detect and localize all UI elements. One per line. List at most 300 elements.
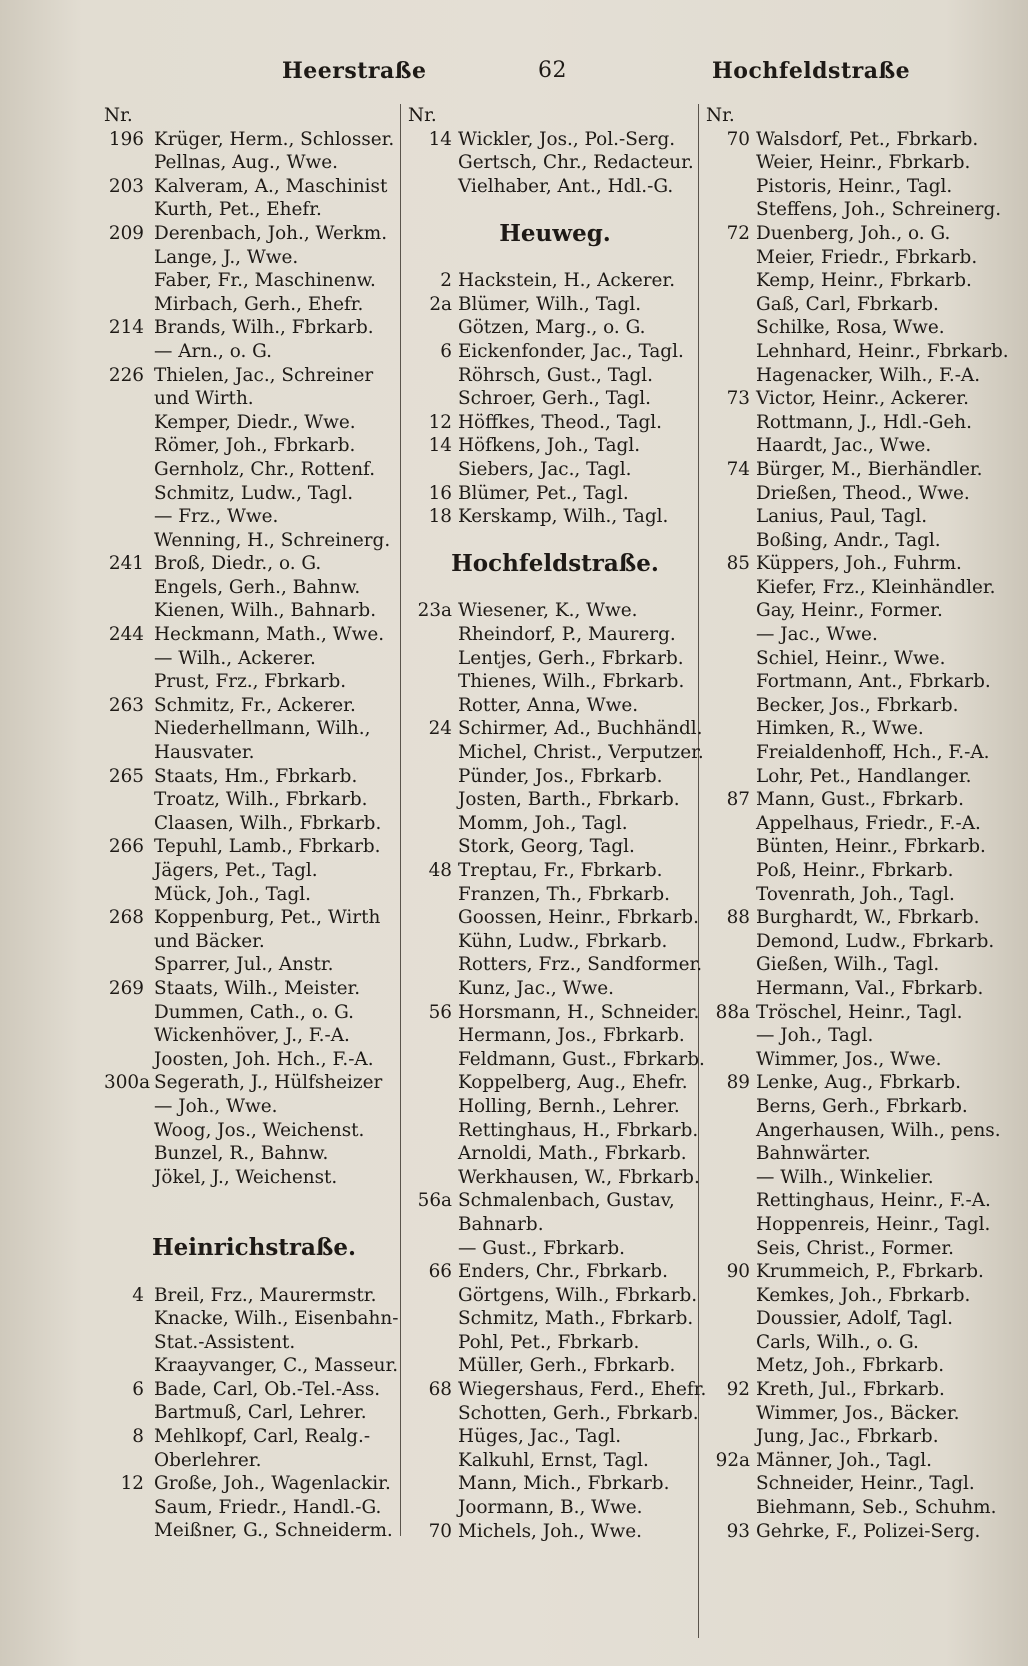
resident-entry bbox=[408, 906, 702, 930]
resident-entry bbox=[706, 246, 1024, 270]
resident-entry bbox=[104, 529, 404, 553]
resident-name: Saum, Friedr., Handl.-G. bbox=[154, 1496, 382, 1518]
resident-name: Schirmer, Ad., Buchhändl. bbox=[458, 718, 703, 740]
resident-entry bbox=[706, 1425, 1024, 1449]
resident-name: Meier, Friedr., Fbrkarb. bbox=[756, 246, 978, 268]
resident-name: Hoppenreis, Heinr., Tagl. bbox=[756, 1213, 991, 1235]
resident-name: Schmitz, Ludw., Tagl. bbox=[154, 482, 354, 504]
resident-entry bbox=[408, 128, 702, 152]
resident-name: und Wirth. bbox=[154, 388, 254, 410]
resident-entry bbox=[408, 1237, 702, 1261]
resident-entry bbox=[706, 647, 1024, 671]
resident-entry bbox=[706, 717, 1024, 741]
spacer bbox=[104, 1260, 404, 1284]
resident-name: Holling, Bernh., Lehrer. bbox=[458, 1095, 680, 1117]
resident-name: Heckmann, Math., Wwe. bbox=[154, 624, 385, 646]
resident-entry bbox=[104, 977, 404, 1001]
resident-name: Eickenfonder, Jac., Tagl. bbox=[458, 340, 684, 362]
resident-name: Weier, Heinr., Fbrkarb. bbox=[756, 152, 971, 174]
resident-entry bbox=[706, 765, 1024, 789]
resident-entry bbox=[408, 623, 702, 647]
resident-name: Oberlehrer. bbox=[154, 1449, 262, 1471]
resident-entry bbox=[706, 1237, 1024, 1261]
resident-name: Staats, Hm., Fbrkarb. bbox=[154, 765, 358, 787]
resident-name: Sparrer, Jul., Anstr. bbox=[154, 954, 334, 976]
resident-entry bbox=[104, 788, 404, 812]
house-number: 203 bbox=[108, 175, 144, 197]
resident-entry bbox=[408, 482, 702, 506]
house-number: 214 bbox=[108, 317, 144, 339]
resident-entry bbox=[706, 458, 1024, 482]
resident-entry bbox=[706, 364, 1024, 388]
resident-name: Jökel, J., Weichenst. bbox=[154, 1166, 338, 1188]
resident-entry bbox=[408, 293, 702, 317]
resident-name: Gehrke, F., Polizei-Serg. bbox=[756, 1520, 981, 1542]
resident-name: Wimmer, Jos., Wwe. bbox=[756, 1048, 942, 1070]
resident-name: Schotten, Gerh., Fbrkarb. bbox=[458, 1402, 699, 1424]
resident-name: Siebers, Jac., Tagl. bbox=[458, 458, 632, 480]
resident-name: Josten, Barth., Fbrkarb. bbox=[458, 789, 680, 811]
house-number: 263 bbox=[108, 694, 144, 716]
resident-name: Breil, Frz., Maurermstr. bbox=[154, 1284, 377, 1306]
resident-entry bbox=[706, 623, 1024, 647]
resident-entry bbox=[706, 576, 1024, 600]
street-heading: Heinrichstraße. bbox=[151, 1234, 357, 1262]
resident-name: Becker, Jos., Fbrkarb. bbox=[756, 694, 959, 716]
resident-name: Römer, Joh., Fbrkarb. bbox=[154, 435, 356, 457]
house-number: 92 bbox=[726, 1379, 750, 1401]
resident-name: Rottmann, J., Hdl.-Geh. bbox=[756, 411, 972, 433]
resident-entry bbox=[706, 175, 1024, 199]
resident-name: Troatz, Wilh., Fbrkarb. bbox=[154, 789, 368, 811]
resident-entry bbox=[104, 1496, 404, 1520]
resident-entry bbox=[706, 1119, 1024, 1143]
resident-name: Gertsch, Chr., Redacteur. bbox=[458, 152, 694, 174]
resident-entry bbox=[408, 1307, 702, 1331]
resident-name: Joosten, Joh. Hch., F.-A. bbox=[154, 1048, 374, 1070]
resident-name: Schneider, Heinr., Tagl. bbox=[756, 1473, 975, 1495]
house-number: 73 bbox=[726, 388, 750, 410]
house-number: 12 bbox=[120, 1473, 144, 1495]
resident-entry bbox=[706, 599, 1024, 623]
resident-name: Boßing, Andr., Tagl. bbox=[756, 529, 941, 551]
resident-name: Steffens, Joh., Schreinerg. bbox=[756, 199, 1002, 221]
resident-name: Horsmann, H., Schneider. bbox=[458, 1001, 700, 1023]
resident-entry bbox=[706, 953, 1024, 977]
house-number: 300a bbox=[104, 1072, 151, 1094]
resident-entry bbox=[706, 1260, 1024, 1284]
resident-entry bbox=[408, 599, 702, 623]
resident-entry bbox=[408, 1119, 702, 1143]
resident-entry bbox=[706, 1142, 1024, 1166]
resident-name: Burghardt, W., Fbrkarb. bbox=[756, 907, 980, 929]
resident-name: Bade, Carl, Ob.-Tel.-Ass. bbox=[154, 1378, 381, 1400]
resident-name: Mirbach, Gerh., Ehefr. bbox=[154, 293, 364, 315]
resident-entry bbox=[104, 670, 404, 694]
resident-entry bbox=[104, 316, 404, 340]
resident-name: Kunz, Jac., Wwe. bbox=[458, 977, 614, 999]
resident-name: Hermann, Val., Fbrkarb. bbox=[756, 977, 984, 999]
resident-entry bbox=[104, 293, 404, 317]
house-number: 72 bbox=[726, 222, 750, 244]
resident-entry bbox=[104, 458, 404, 482]
resident-entry bbox=[104, 599, 404, 623]
resident-name: Bartmuß, Carl, Lehrer. bbox=[154, 1402, 367, 1424]
resident-name: Mann, Mich., Fbrkarb. bbox=[458, 1473, 670, 1495]
house-number: 93 bbox=[726, 1520, 750, 1542]
resident-entry bbox=[408, 387, 702, 411]
resident-entry bbox=[706, 1449, 1024, 1473]
resident-entry bbox=[706, 552, 1024, 576]
resident-entry bbox=[706, 434, 1024, 458]
resident-entry bbox=[706, 1189, 1024, 1213]
resident-name: Gernholz, Chr., Rottenf. bbox=[154, 458, 376, 480]
resident-entry bbox=[408, 1260, 702, 1284]
resident-name: Mehlkopf, Carl, Realg.- bbox=[154, 1426, 371, 1448]
resident-entry bbox=[104, 269, 404, 293]
resident-name: Joormann, B., Wwe. bbox=[458, 1497, 643, 1519]
resident-entry bbox=[706, 670, 1024, 694]
resident-name: Thienes, Wilh., Fbrkarb. bbox=[458, 671, 685, 693]
resident-entry bbox=[408, 694, 702, 718]
resident-entry bbox=[408, 953, 702, 977]
resident-entry bbox=[706, 694, 1024, 718]
resident-name: Blümer, Pet., Tagl. bbox=[458, 482, 629, 504]
resident-name: Fortmann, Ant., Fbrkarb. bbox=[756, 671, 991, 693]
resident-entry bbox=[706, 1307, 1024, 1331]
resident-name: Pellnas, Aug., Wwe. bbox=[154, 152, 338, 174]
resident-entry bbox=[706, 1496, 1024, 1520]
resident-entry bbox=[706, 1402, 1024, 1426]
resident-entry bbox=[706, 1378, 1024, 1402]
resident-entry bbox=[408, 340, 702, 364]
resident-entry bbox=[408, 1166, 702, 1190]
resident-entry bbox=[706, 1048, 1024, 1072]
resident-name: und Bäcker. bbox=[154, 930, 265, 952]
resident-name: Hackstein, H., Ackerer. bbox=[458, 270, 676, 292]
house-number: 56 bbox=[428, 1001, 452, 1023]
resident-entry bbox=[706, 198, 1024, 222]
resident-name: Berns, Gerh., Fbrkarb. bbox=[756, 1095, 968, 1117]
resident-entry bbox=[706, 482, 1024, 506]
house-number: 4 bbox=[132, 1284, 144, 1306]
resident-entry bbox=[408, 434, 702, 458]
resident-name: Jägers, Pet., Tagl. bbox=[154, 860, 318, 881]
spacer bbox=[408, 576, 702, 600]
resident-entry bbox=[104, 1378, 404, 1402]
resident-entry bbox=[706, 151, 1024, 175]
resident-name: Poß, Heinr., Fbrkarb. bbox=[756, 860, 954, 881]
resident-entry bbox=[706, 1071, 1024, 1095]
house-number: 6 bbox=[440, 340, 452, 362]
house-number: 56a bbox=[417, 1190, 452, 1212]
house-number: 8 bbox=[132, 1426, 144, 1448]
resident-name: Dummen, Cath., o. G. bbox=[154, 1001, 355, 1023]
resident-entry bbox=[104, 387, 404, 411]
house-number: 24 bbox=[428, 718, 452, 740]
house-number: 6 bbox=[132, 1378, 144, 1400]
resident-name: Hausvater. bbox=[154, 742, 255, 764]
resident-name: Bahnarb. bbox=[458, 1213, 544, 1235]
resident-name: Tovenrath, Joh., Tagl. bbox=[756, 883, 955, 905]
resident-name: Brands, Wilh., Fbrkarb. bbox=[154, 317, 374, 339]
resident-entry bbox=[104, 1472, 404, 1496]
resident-entry bbox=[408, 316, 702, 340]
resident-name: Metz, Joh., Fbrkarb. bbox=[756, 1355, 945, 1377]
resident-name: Hüges, Jac., Tagl. bbox=[458, 1426, 622, 1448]
house-number: 66 bbox=[428, 1261, 452, 1283]
resident-name: Mann, Gust., Fbrkarb. bbox=[756, 789, 964, 811]
resident-entry bbox=[408, 1189, 702, 1213]
resident-name: Victor, Heinr., Ackerer. bbox=[756, 388, 969, 410]
resident-entry bbox=[408, 458, 702, 482]
resident-entry bbox=[408, 411, 702, 435]
resident-entry bbox=[706, 883, 1024, 907]
resident-entry bbox=[104, 1425, 404, 1449]
house-number: 89 bbox=[726, 1072, 750, 1094]
resident-name: Kühn, Ludw., Fbrkarb. bbox=[458, 930, 668, 952]
resident-entry bbox=[706, 222, 1024, 246]
header-right-street: Hochfeldstraße bbox=[712, 58, 911, 84]
resident-name: Kraayvanger, C., Masseur. bbox=[154, 1355, 399, 1377]
resident-entry bbox=[706, 835, 1024, 859]
resident-name: Staats, Wilh., Meister. bbox=[154, 977, 361, 999]
resident-entry bbox=[706, 1213, 1024, 1237]
resident-name: Wenning, H., Schreinerg. bbox=[154, 529, 391, 551]
house-number: 16 bbox=[428, 482, 452, 504]
resident-entry bbox=[104, 1166, 404, 1190]
resident-entry bbox=[408, 1001, 702, 1025]
resident-name: Wimmer, Jos., Bäcker. bbox=[756, 1402, 960, 1424]
resident-entry bbox=[408, 859, 702, 883]
house-number: 196 bbox=[108, 128, 144, 150]
resident-name: Rotters, Frz., Sandformer. bbox=[458, 954, 703, 976]
resident-entry bbox=[104, 717, 404, 741]
resident-name: Walsdorf, Pet., Fbrkarb. bbox=[756, 128, 979, 150]
resident-entry bbox=[104, 175, 404, 199]
resident-name: Carls, Wilh., o. G. bbox=[756, 1331, 919, 1353]
resident-entry bbox=[706, 859, 1024, 883]
resident-entry bbox=[408, 1071, 702, 1095]
resident-entry bbox=[104, 552, 404, 576]
spacer bbox=[104, 1189, 404, 1236]
resident-entry bbox=[408, 1449, 702, 1473]
resident-entry bbox=[104, 765, 404, 789]
resident-name: Kemper, Diedr., Wwe. bbox=[154, 411, 356, 433]
spacer bbox=[408, 198, 702, 222]
resident-name: Claasen, Wilh., Fbrkarb. bbox=[154, 812, 382, 834]
resident-entry bbox=[408, 717, 702, 741]
resident-entry bbox=[408, 788, 702, 812]
house-number: 85 bbox=[726, 553, 750, 575]
house-number-label: Nr. bbox=[408, 105, 437, 126]
resident-entry bbox=[104, 694, 404, 718]
resident-entry bbox=[408, 1048, 705, 1072]
resident-name: Rheindorf, P., Maurerg. bbox=[458, 624, 676, 646]
resident-entry bbox=[104, 1401, 404, 1425]
resident-entry bbox=[104, 1331, 404, 1355]
resident-name: Hermann, Jos., Fbrkarb. bbox=[458, 1025, 685, 1047]
resident-name: — Joh., Tagl. bbox=[756, 1025, 874, 1047]
resident-name: Männer, Joh., Tagl. bbox=[756, 1449, 932, 1471]
resident-entry bbox=[408, 1402, 702, 1426]
resident-entry bbox=[104, 1449, 404, 1473]
resident-name: — Frz., Wwe. bbox=[154, 506, 279, 528]
resident-entry bbox=[408, 1378, 707, 1402]
resident-name: Niederhellmann, Wilh., bbox=[154, 718, 371, 740]
resident-name: — Arn., o. G. bbox=[154, 340, 273, 362]
resident-entry bbox=[706, 1520, 1024, 1544]
resident-name: Lentjes, Gerh., Fbrkarb. bbox=[458, 647, 684, 669]
resident-entry bbox=[104, 364, 404, 388]
resident-name: Segerath, J., Hülfsheizer bbox=[154, 1072, 383, 1094]
resident-entry bbox=[408, 670, 702, 694]
resident-entry bbox=[706, 930, 1024, 954]
resident-entry bbox=[408, 1331, 702, 1355]
page-number: 62 bbox=[538, 58, 567, 83]
resident-name: Pohl, Pet., Fbrkarb. bbox=[458, 1331, 640, 1353]
house-number: 74 bbox=[726, 458, 750, 480]
house-number: 2a bbox=[429, 293, 452, 315]
resident-name: Appelhaus, Friedr., F.-A. bbox=[756, 812, 981, 834]
house-number: 87 bbox=[726, 789, 750, 811]
resident-entry bbox=[104, 1001, 404, 1025]
resident-name: Arnoldi, Math., Fbrkarb. bbox=[458, 1143, 687, 1165]
resident-entry bbox=[408, 364, 702, 388]
resident-name: Faber, Fr., Maschinenw. bbox=[154, 270, 376, 292]
resident-name: Rettinghaus, Heinr., F.-A. bbox=[756, 1190, 991, 1212]
house-number: 68 bbox=[428, 1379, 452, 1401]
resident-name: — Joh., Wwe. bbox=[154, 1095, 278, 1117]
resident-entry bbox=[104, 741, 404, 765]
resident-name: Kalkuhl, Ernst, Tagl. bbox=[458, 1449, 649, 1471]
resident-entry bbox=[706, 741, 1024, 765]
column-2 bbox=[408, 104, 707, 1543]
resident-entry bbox=[706, 269, 1024, 293]
house-number: 12 bbox=[428, 411, 452, 433]
resident-name: Drießen, Theod., Wwe. bbox=[756, 482, 970, 504]
resident-entry bbox=[104, 1284, 404, 1308]
resident-entry bbox=[104, 434, 404, 458]
resident-name: Koppelberg, Aug., Ehefr. bbox=[458, 1072, 688, 1094]
resident-name: Thielen, Jac., Schreiner bbox=[154, 364, 374, 386]
resident-entry bbox=[706, 788, 1024, 812]
resident-name: Vielhaber, Ant., Hdl.-G. bbox=[458, 175, 674, 197]
house-number-label: Nr. bbox=[104, 105, 133, 126]
resident-name: Prust, Frz., Fbrkarb. bbox=[154, 671, 347, 693]
resident-entry bbox=[408, 1354, 702, 1378]
resident-name: Mück, Joh., Tagl. bbox=[154, 883, 311, 905]
resident-entry bbox=[104, 505, 404, 529]
resident-name: Stork, Georg, Tagl. bbox=[458, 836, 635, 858]
resident-entry bbox=[706, 812, 1024, 836]
resident-entry bbox=[706, 1166, 1024, 1190]
resident-name: Pünder, Jos., Fbrkarb. bbox=[458, 765, 663, 787]
resident-name: Engels, Gerh., Bahnw. bbox=[154, 576, 361, 598]
resident-entry bbox=[104, 128, 404, 152]
resident-name: Höfkens, Joh., Tagl. bbox=[458, 435, 641, 457]
resident-entry bbox=[104, 198, 404, 222]
resident-entry bbox=[408, 1496, 702, 1520]
resident-entry bbox=[104, 340, 404, 364]
house-number: 88a bbox=[715, 1001, 750, 1023]
resident-entry bbox=[104, 1024, 404, 1048]
resident-name: Lehnhard, Heinr., Fbrkarb. bbox=[756, 340, 1009, 362]
street-heading: Hochfeldstraße. bbox=[451, 550, 659, 578]
resident-name: Haardt, Jac., Wwe. bbox=[756, 435, 932, 457]
house-number: 2 bbox=[440, 270, 452, 292]
resident-entry bbox=[408, 741, 702, 765]
column-header bbox=[104, 104, 404, 128]
resident-entry bbox=[706, 1472, 1024, 1496]
resident-name: Lange, J., Wwe. bbox=[154, 246, 299, 268]
spacer bbox=[408, 246, 702, 270]
resident-entry bbox=[408, 930, 702, 954]
resident-entry bbox=[408, 647, 702, 671]
resident-entry bbox=[706, 1095, 1024, 1119]
resident-name: Wickenhöver, J., F.-A. bbox=[154, 1025, 350, 1047]
column-1 bbox=[104, 104, 404, 1543]
resident-name: — Wilh., Winkelier. bbox=[756, 1166, 934, 1188]
resident-name: Freialdenhoff, Hch., F.-A. bbox=[756, 742, 990, 764]
house-number: 70 bbox=[428, 1520, 452, 1542]
house-number: 70 bbox=[726, 128, 750, 150]
resident-name: Tepuhl, Lamb., Fbrkarb. bbox=[154, 836, 381, 858]
house-number: 268 bbox=[108, 907, 144, 929]
resident-name: Krummeich, P., Fbrkarb. bbox=[756, 1261, 984, 1283]
resident-entry bbox=[706, 1001, 1024, 1025]
resident-name: Tröschel, Heinr., Tagl. bbox=[756, 1001, 963, 1023]
resident-name: Wiegershaus, Ferd., Ehefr. bbox=[458, 1379, 707, 1401]
resident-name: Meißner, G., Schneiderm. bbox=[154, 1520, 393, 1542]
house-number: 209 bbox=[108, 222, 144, 244]
resident-name: Krüger, Herm., Schlosser. bbox=[154, 128, 395, 150]
resident-entry bbox=[706, 411, 1024, 435]
house-number: 88 bbox=[726, 907, 750, 929]
resident-name: Küppers, Joh., Fuhrm. bbox=[756, 553, 962, 575]
column-header bbox=[706, 104, 1024, 128]
resident-entry bbox=[408, 812, 702, 836]
street-heading: Heuweg. bbox=[499, 219, 611, 247]
resident-name: Wickler, Jos., Pol.-Serg. bbox=[458, 128, 676, 150]
resident-entry bbox=[706, 505, 1024, 529]
resident-entry bbox=[706, 977, 1024, 1001]
resident-entry bbox=[706, 316, 1024, 340]
resident-name: Angerhausen, Wilh., pens. bbox=[756, 1119, 1001, 1141]
resident-entry bbox=[104, 883, 404, 907]
resident-name: Stat.-Assistent. bbox=[154, 1331, 296, 1353]
resident-entry bbox=[408, 765, 702, 789]
resident-entry bbox=[706, 1024, 1024, 1048]
resident-name: Goossen, Heinr., Fbrkarb. bbox=[458, 907, 699, 929]
resident-name: Schiel, Heinr., Wwe. bbox=[756, 647, 946, 669]
resident-name: Kerskamp, Wilh., Tagl. bbox=[458, 506, 669, 528]
resident-name: Rotter, Anna, Wwe. bbox=[458, 694, 639, 716]
resident-entry bbox=[706, 387, 1024, 411]
resident-name: Kienen, Wilh., Bahnarb. bbox=[154, 600, 377, 622]
resident-name: Schroer, Gerh., Tagl. bbox=[458, 388, 652, 410]
resident-name: Kalveram, A., Maschinist bbox=[154, 175, 388, 197]
header-left-street: Heerstraße bbox=[282, 58, 427, 84]
resident-name: Gay, Heinr., Former. bbox=[756, 600, 943, 622]
resident-name: Treptau, Fr., Fbrkarb. bbox=[458, 860, 663, 881]
resident-name: Michels, Joh., Wwe. bbox=[458, 1520, 642, 1542]
house-number: 241 bbox=[108, 553, 144, 575]
resident-entry bbox=[706, 128, 1024, 152]
resident-entry bbox=[408, 977, 702, 1001]
house-number-label: Nr. bbox=[706, 105, 735, 126]
resident-name: Jung, Jac., Fbrkarb. bbox=[756, 1426, 939, 1448]
